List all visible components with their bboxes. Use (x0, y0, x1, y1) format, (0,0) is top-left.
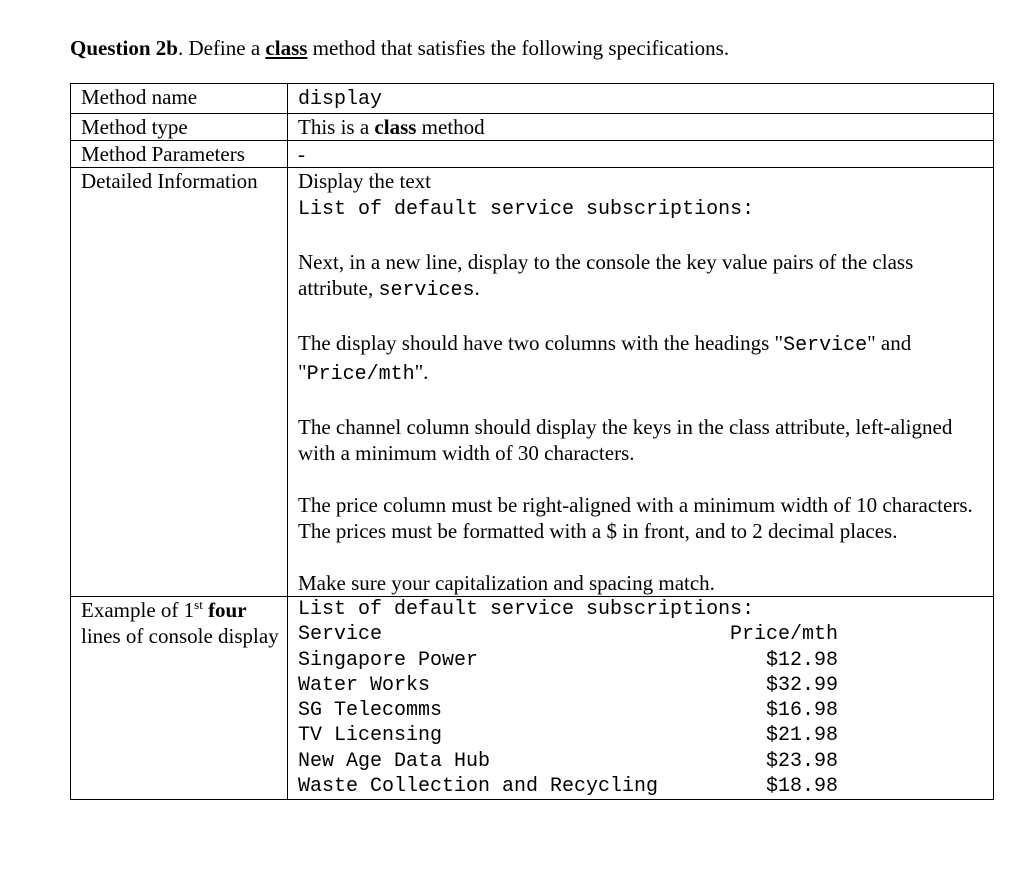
method-name-label: Method name (71, 84, 288, 114)
method-name-code: display (298, 88, 383, 111)
specification-table (70, 83, 994, 800)
method-name-value (288, 84, 994, 114)
heading-text-2: method that satisfies the following specifications. (307, 36, 730, 60)
console-output (298, 597, 993, 799)
example-label-end: lines of console display (81, 624, 279, 648)
details-p3-code-price: Price/mth (306, 363, 415, 386)
method-type-text: This is a (298, 115, 375, 139)
console-price: $18.98 (765, 775, 838, 799)
console-service: Singapore Power (298, 648, 479, 672)
console-row (298, 673, 838, 698)
console-row (298, 774, 838, 799)
details-p1-text: Display the text (298, 169, 431, 193)
console-row (298, 723, 838, 748)
details-paragraph-1 (298, 168, 993, 223)
example-label-text: Example of 1 (81, 598, 195, 622)
table-row (71, 84, 994, 114)
console-price: $21.98 (765, 724, 838, 748)
example-label-bold: four (202, 598, 247, 622)
console-price: $32.99 (765, 673, 838, 697)
console-service: SG Telecomms (298, 699, 443, 723)
heading-keyword: class (265, 36, 308, 60)
console-service: New Age Data Hub (298, 749, 491, 773)
details-paragraph-6: Make sure your capitalization and spacing match. (298, 571, 715, 595)
console-service: TV Licensing (298, 724, 443, 748)
table-row (71, 141, 994, 168)
console-row (298, 698, 838, 723)
table-row (71, 597, 994, 800)
question-heading (70, 36, 729, 61)
console-row (298, 749, 838, 774)
details-value (288, 168, 994, 597)
method-type-text-end: method (416, 115, 485, 139)
method-params-label: Method Parameters (71, 141, 288, 168)
details-p2-code: services (378, 279, 475, 302)
table-row (71, 114, 994, 141)
console-row (298, 648, 838, 673)
details-p3-text: The display should have two columns with the headings " (298, 331, 784, 355)
console-price: $16.98 (765, 699, 838, 723)
details-p2-text: Next, in a new line, display to the console the key value pairs of the class attribute, (298, 250, 914, 300)
console-header-service: Service (298, 623, 383, 647)
console-first-line: List of default service subscriptions: (298, 598, 755, 621)
details-p1-code: List of default service subscriptions: (298, 198, 755, 221)
method-type-label: Method type (71, 114, 288, 141)
console-service: Waste Collection and Recycling (298, 775, 659, 799)
method-params-value: - (288, 141, 994, 168)
console-price: $12.98 (765, 648, 838, 672)
table-row (71, 168, 994, 597)
example-label (71, 597, 288, 800)
details-paragraph-2 (298, 249, 993, 304)
details-p3-end: ". (414, 360, 429, 384)
details-paragraph-5: The price column must be right-aligned with a minimum width of 10 characters. The prices must be formatted with a $ in front, and to 2 decimal places. (298, 493, 973, 543)
example-label-sup: st (194, 597, 203, 612)
method-type-keyword: class (374, 115, 417, 139)
heading-text-1: . Define a (177, 36, 266, 60)
console-header-row (298, 622, 838, 647)
details-paragraph-3 (298, 330, 993, 388)
details-p3-code-service: Service (783, 334, 868, 357)
method-type-value (288, 114, 994, 141)
details-p3-mid: " and " (298, 331, 912, 384)
details-paragraph-4: The channel column should display the keys in the class attribute, left-aligned with a minimum width of 30 characters. (298, 415, 953, 465)
example-console (288, 597, 994, 800)
console-price: $23.98 (765, 749, 838, 773)
details-label: Detailed Information (71, 168, 288, 597)
question-number: Question 2b (70, 36, 178, 60)
console-header-price: Price/mth (729, 623, 838, 647)
console-service: Water Works (298, 673, 431, 697)
details-p2-end: . (474, 276, 480, 300)
